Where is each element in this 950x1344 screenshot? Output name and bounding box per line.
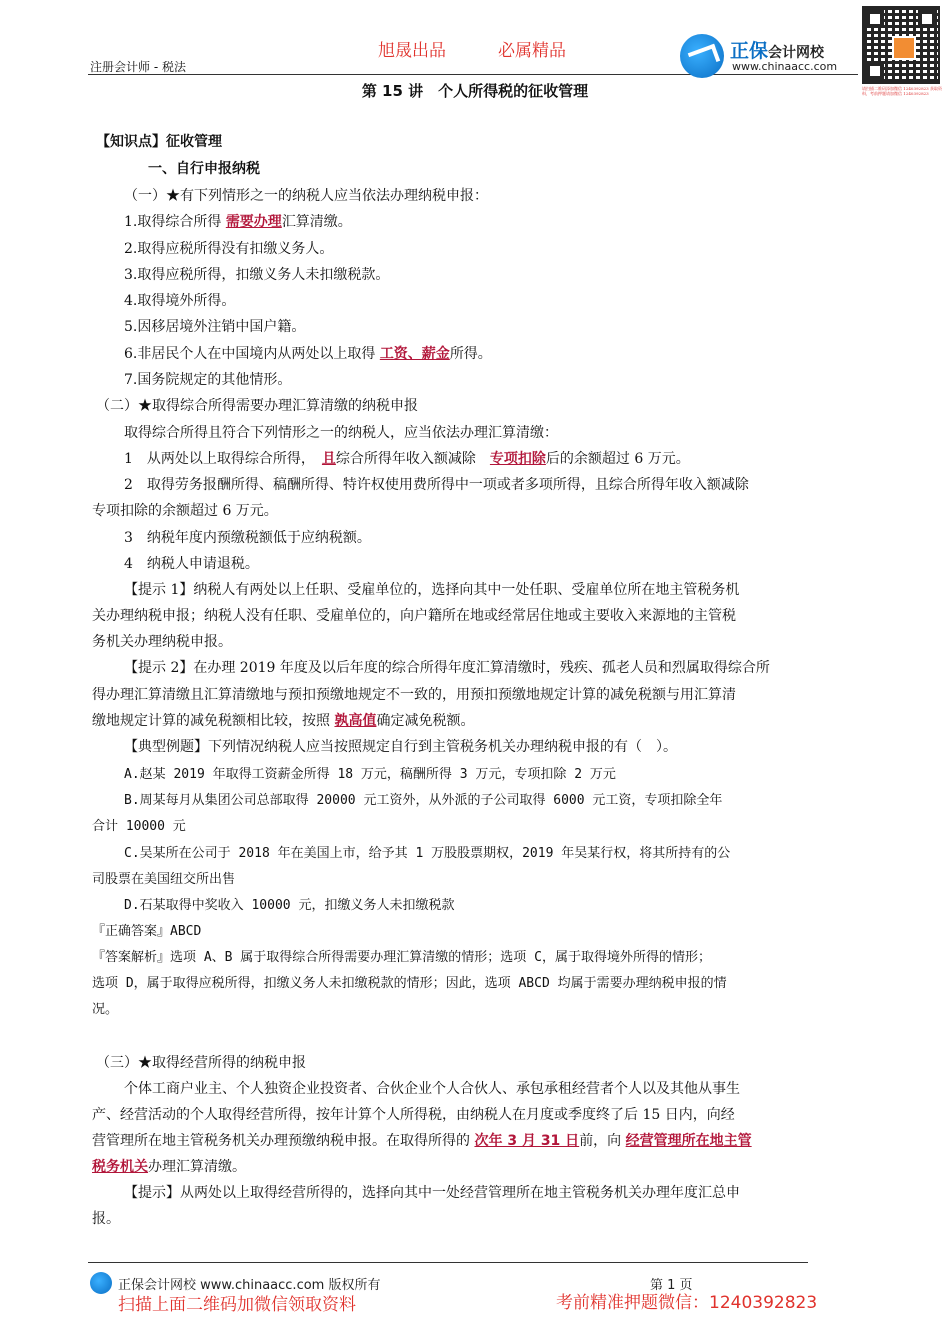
text-segment: 办理汇算清缴。 [148, 1159, 246, 1175]
text-segment: 6.非居民个人在中国境内从两处以上取得 [124, 346, 380, 362]
text-segment: C.吴某所在公司于 2018 年在美国上市，给予其 1 万股股票期权，2019 年吴某行权，将其所持有的公 [124, 846, 731, 861]
qr-code-icon [862, 6, 940, 84]
text-line [92, 1132, 752, 1150]
text-segment: 合计 10000 元 [92, 819, 186, 834]
brand-suffix: 会计网校 [768, 45, 825, 61]
text-segment: 后的余额超过 6 万元。 [545, 451, 690, 467]
text-segment: 营管理所在地主管税务机关办理预缴纳税申报。在取得所得的 [92, 1133, 475, 1149]
text-segment: 缴地规定计算的减免税额相比较，按照 [92, 713, 335, 729]
text-segment: 得办理汇算清缴且汇算清缴地与预扣预缴地规定不一致的，用预扣预缴地规定计算的减免税额与用汇算清 [92, 687, 736, 703]
text-segment: 【提示】从两处以上取得经营所得的，选择向其中一处经营管理所在地主管税务机关办理年度汇总申 [124, 1185, 740, 1201]
qr-finder [918, 10, 936, 28]
text-segment: 【知识点】征收管理 [96, 134, 222, 150]
footer-logo-icon [90, 1272, 112, 1294]
text-line [124, 240, 333, 258]
text-line [92, 1106, 735, 1124]
brand-name: 正保 [730, 40, 769, 62]
text-line [124, 765, 616, 784]
text-line [92, 1000, 118, 1019]
text-line [92, 870, 235, 889]
keyword-highlight: 且 [321, 451, 336, 467]
text-line [124, 581, 739, 599]
text-line [124, 529, 371, 547]
page-number: 第 1 页 [650, 1278, 693, 1293]
text-segment: 4.取得境外所得。 [124, 293, 236, 309]
text-line [124, 371, 291, 389]
text-segment: 『正确答案』ABCD [92, 924, 202, 939]
text-segment: 况。 [92, 1002, 119, 1017]
text-line [124, 213, 352, 231]
text-segment: 『答案解析』选项 A、B 属于取得综合所得需要办理汇算清缴的情形；选项 C，属于取得境外所得的情形； [92, 950, 711, 965]
text-line [92, 712, 474, 730]
text-line [124, 424, 558, 442]
keyword-highlight: 需要办理 [225, 214, 282, 230]
keyword-highlight: 经营管理所在地主管 [625, 1133, 752, 1149]
text-segment: 1.取得综合所得 [124, 214, 226, 230]
text-line [96, 397, 418, 415]
text-segment: （二）★取得综合所得需要办理汇算清缴的纳税申报 [96, 398, 418, 414]
promo-left: 扫描上面二维码加微信领取资料 [118, 1295, 356, 1315]
text-line [124, 738, 677, 756]
text-line [124, 896, 454, 915]
promo-right: 考前精准押题微信：1240392823 [556, 1293, 818, 1313]
slogan-right: 必属精品 [498, 41, 566, 61]
text-line [124, 292, 235, 310]
keyword-highlight: 工资、薪金 [379, 346, 450, 362]
text-line [92, 817, 186, 836]
text-line [92, 974, 727, 993]
lecture-title: 第 15 讲 个人所得税的征收管理 [361, 82, 589, 100]
text-segment: 确定减免税额。 [376, 713, 475, 729]
text-line [124, 345, 492, 363]
text-segment: 2.取得应税所得没有扣缴义务人。 [124, 241, 334, 257]
text-segment: 3 纳税年度内预缴税额低于应纳税额。 [124, 530, 371, 546]
qr-badge-icon [892, 36, 916, 60]
brand-title [730, 36, 824, 63]
text-segment: （三）★取得经营所得的纳税申报 [96, 1055, 306, 1071]
qr-finder [866, 10, 884, 28]
text-segment: 汇算清缴。 [281, 214, 352, 230]
text-line [96, 133, 222, 151]
keyword-highlight: 次年 3 月 31 日 [474, 1133, 580, 1149]
text-line [92, 948, 711, 967]
course-name: 注册会计师 - 税法 [90, 60, 186, 74]
text-segment: 【典型例题】下列情况纳税人应当按照规定自行到主管税务机关办理纳税申报的有（ ）。 [124, 739, 677, 755]
text-segment: 报。 [92, 1211, 120, 1227]
text-line [92, 607, 736, 625]
brand-url: www.chinaacc.com [732, 60, 838, 73]
text-segment: 产、经营活动的个人取得经营所得，按年计算个人所得税，由纳税人在月度或季度终了后 15 日内，向经 [92, 1107, 735, 1123]
text-segment: 个体工商户业主、个人独资企业投资者、合伙企业个人合伙人、承包承租经营者个人以及其他从事生 [124, 1081, 740, 1097]
text-line [92, 686, 736, 704]
text-line [124, 791, 722, 810]
text-line [148, 160, 260, 178]
text-line [96, 1054, 306, 1072]
header-rule [88, 74, 858, 75]
qr-finder [866, 62, 884, 80]
text-segment: 2 取得劳务报酬所得、稿酬所得、特许权使用费所得中一项或者多项所得，且综合所得年收入额减除 [124, 477, 749, 493]
text-line [124, 266, 389, 284]
text-segment: 7.国务院规定的其他情形。 [124, 372, 292, 388]
keyword-highlight: 孰高值 [334, 713, 377, 729]
text-segment: 【提示 1】纳税人有两处以上任职、受雇单位的，选择向其中一处任职、受雇单位所在地主管税务机 [124, 582, 740, 598]
text-line [92, 1158, 246, 1176]
text-segment: B.周某每月从集团公司总部取得 20000 元工资外，从外派的子公司取得 6000 元工资，专项扣除全年 [124, 793, 723, 808]
text-segment: 4 纳税人申请退税。 [124, 556, 259, 572]
text-segment: 关办理纳税申报；纳税人没有任职、受雇单位的，向户籍所在地或经常居住地或主要收入来源地的主管税 [92, 608, 736, 624]
footer-copyright: 正保会计网校 www.chinaacc.com 版权所有 [118, 1278, 381, 1293]
brand-logo-icon [680, 34, 724, 78]
text-line [124, 187, 488, 205]
text-segment: 【提示 2】在办理 2019 年度及以后年度的综合所得年度汇算清缴时，残疾、孤老人员和烈属取得综合所 [124, 660, 770, 676]
text-segment: 综合所得年收入额减除 [335, 451, 490, 467]
text-line [124, 1184, 740, 1202]
text-line [124, 1080, 740, 1098]
text-line [124, 318, 305, 336]
text-segment: 所得。 [449, 346, 492, 362]
text-line [124, 659, 770, 677]
text-segment: 1 从两处以上取得综合所得， [124, 451, 322, 467]
text-segment: 取得综合所得且符合下列情形之一的纳税人，应当依法办理汇算清缴： [124, 425, 558, 441]
text-segment: 务机关办理纳税申报。 [92, 634, 232, 650]
text-segment: 5.因移居境外注销中国户籍。 [124, 319, 306, 335]
text-segment: 3.取得应税所得，扣缴义务人未扣缴税款。 [124, 267, 390, 283]
keyword-highlight: 税务机关 [92, 1159, 148, 1175]
text-segment: 一、自行申报纳税 [148, 161, 260, 177]
text-segment: 前，向 [579, 1133, 626, 1149]
slogan-left: 旭晟出品 [378, 41, 446, 61]
qr-note: 请扫描二维码添加微信 1240392823 获取资料，考前押题请加微信 1240392823 [862, 86, 942, 96]
text-line [92, 633, 232, 651]
text-segment: D.石某取得中奖收入 10000 元，扣缴义务人未扣缴税款 [124, 898, 455, 913]
footer-rule [88, 1262, 808, 1263]
text-segment: （一）★有下列情形之一的纳税人应当依法办理纳税申报： [124, 188, 488, 204]
text-line [92, 502, 278, 520]
text-segment: A.赵某 2019 年取得工资薪金所得 18 万元，稿酬所得 3 万元，专项扣除 2 万元 [124, 767, 616, 782]
text-line [124, 476, 749, 494]
text-segment: 司股票在美国纽交所出售 [92, 872, 236, 887]
text-line [124, 555, 259, 573]
text-line [124, 450, 690, 468]
text-line [124, 844, 730, 863]
text-line [92, 1210, 120, 1228]
keyword-highlight: 专项扣除 [489, 451, 546, 467]
text-line [92, 922, 201, 941]
text-segment: 选项 D，属于取得应税所得，扣缴义务人未扣缴税款的情形；因此，选项 ABCD 均属于需要办理纳税申报的情 [92, 976, 727, 991]
text-segment: 专项扣除的余额超过 6 万元。 [92, 503, 278, 519]
